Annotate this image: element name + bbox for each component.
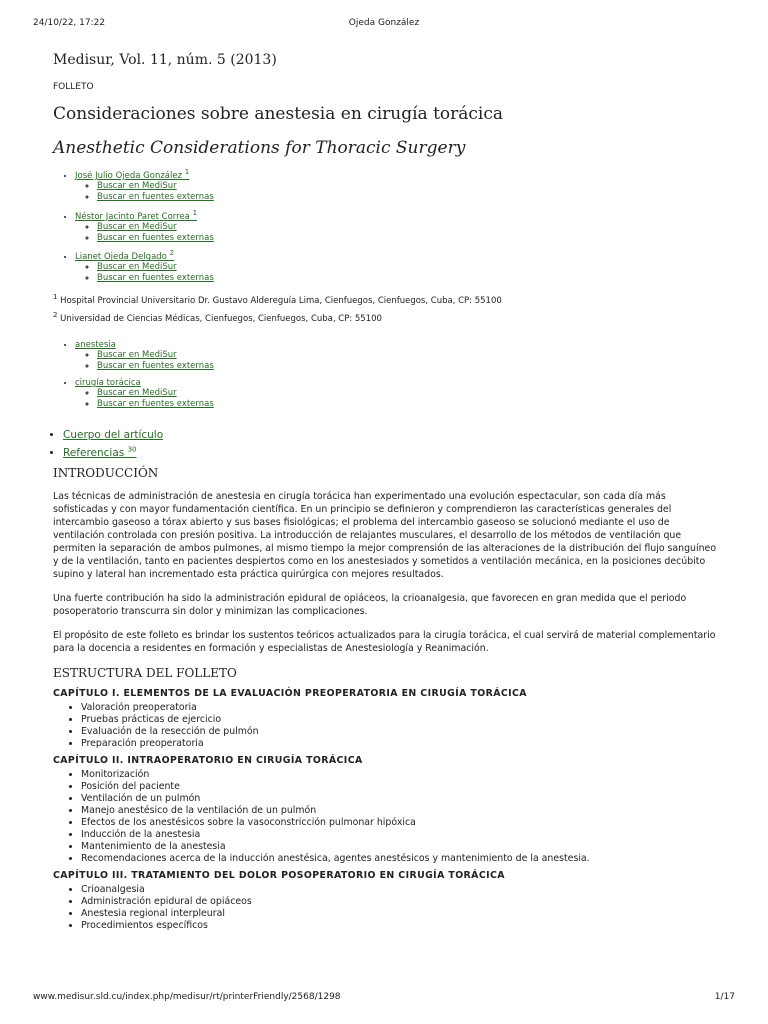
list-item: • Anestesia regional interpleural <box>81 908 723 920</box>
search-external-link[interactable]: Buscar en fuentes externas <box>97 361 214 372</box>
search-medisur-link[interactable]: Buscar en MediSur <box>97 350 177 361</box>
list-item: • Posición del paciente <box>81 781 723 793</box>
list-item: • Valoración preoperatoria <box>81 702 723 714</box>
print-datetime: 24/10/22, 17:22 <box>33 18 106 28</box>
search-external-link[interactable]: Buscar en fuentes externas <box>97 232 214 243</box>
author-item <box>75 250 723 285</box>
list-item: • Mantenimiento de la anestesia <box>81 841 723 853</box>
list-item: • Administración epidural de opiáceos <box>81 896 723 908</box>
intro-heading: INTRODUCCIÓN <box>53 465 159 480</box>
structure-heading: ESTRUCTURA DEL FOLLETO <box>53 665 237 680</box>
list-item: • Pruebas prácticas de ejercicio <box>81 714 723 726</box>
author-list <box>53 168 723 284</box>
list-item: • Procedimientos específicos <box>81 920 723 932</box>
affiliations <box>53 290 723 326</box>
search-medisur-link[interactable]: Buscar en MediSur <box>97 221 177 232</box>
list-item: • Crioanalgesia <box>81 884 723 896</box>
affiliation-item: $^1$ Hospital Provincial Universitario Dr. Gustavo Aldereguía Lima, Cienfuegos, Cienfuegos, Cuba, CP: 55100 <box>53 293 502 307</box>
print-title: Ojeda González <box>348 18 420 28</box>
author-link[interactable]: José Julio Ojeda González $^1$ <box>75 168 190 181</box>
keyword-list <box>53 340 723 410</box>
keyword-link[interactable]: cirugía torácica <box>75 378 141 389</box>
list-item: • Evaluación de la resección de pulmón <box>81 726 723 738</box>
list-item: • Ventilación de un pulmón <box>81 793 723 805</box>
author-item <box>75 209 723 244</box>
keyword-link[interactable]: anestesia <box>75 340 116 351</box>
chapter-title: CAPÍTULO I. ELEMENTOS DE LA EVALUACIÓN PREOPERATORIA EN CIRUGÍA TORÁCICA <box>53 687 527 699</box>
author-link[interactable]: Néstor Jacinto Paret Correa $^1$ <box>75 208 198 222</box>
keyword-item <box>75 340 723 372</box>
list-item: • Preparación preoperatoria <box>81 738 723 750</box>
print-url: www.medisur.sld.cu/index.php/medisur/rt/printerFriendly/2568/1298 <box>33 992 341 1002</box>
search-medisur-link[interactable]: Buscar en MediSur <box>97 388 177 399</box>
table-of-contents <box>53 428 723 460</box>
article-title-es: Consideraciones sobre anestesia en cirugía torácica <box>53 104 504 124</box>
search-medisur-link[interactable]: Buscar en MediSur <box>97 180 177 191</box>
chapter-items <box>53 702 723 750</box>
keyword-item <box>75 378 723 410</box>
search-external-link[interactable]: Buscar en fuentes externas <box>97 399 214 410</box>
paragraph: Una fuerte contribución ha sido la administración epidural de opiáceos, la crioanalgesia, que favorecen en gran medida que el periodo posoperatorio transcurra sin dolor y minimizan las complicaciones. <box>53 592 687 617</box>
search-external-link[interactable]: Buscar en fuentes externas <box>97 273 214 284</box>
list-item: • Monitorización <box>81 769 723 781</box>
search-medisur-link[interactable]: Buscar en MediSur <box>97 262 177 273</box>
article-title-en: Anesthetic Considerations for Thoracic Surgery <box>53 138 466 158</box>
toc-body-link[interactable]: Cuerpo del artículo <box>63 429 164 442</box>
journal-citation: Medisur, Vol. 11, núm. 5 (2013) <box>53 52 277 68</box>
chapter-title: CAPÍTULO III. TRATAMIENTO DEL DOLOR POSOPERATORIO EN CIRUGÍA TORÁCICA <box>53 869 505 881</box>
affiliation-item: $^2$ Universidad de Ciencias Médicas, Cienfuegos, Cienfuegos, Cuba, CP: 55100 <box>53 311 382 325</box>
list-item: • Efectos de los anestésicos sobre la vasoconstricción pulmonar hipóxica <box>81 817 723 829</box>
list-item: • Manejo anestésico de la ventilación de un pulmón <box>81 805 723 817</box>
page-number: 1/17 <box>714 992 735 1002</box>
paragraph: Las técnicas de administración de anestesia en cirugía torácica han experimentado una evolución espectacular, son cada día más sofisticadas y con mayor fundamentación científica. En un principio se definieron y comprendieron las características generales del intercambio gaseoso a tórax abierto y sus bases fisiológicas; el problema del intercambio gaseoso se solucionó mediante el uso de ventilación controlada con presión positiva. La introducción de relajantes musculares, el desarrollo de los métodos de ventilación que permiten la separación de ambos pulmones, al mismo tiempo la mejor comprensión de las alteraciones de la distribución del flujo sanguíneo y de la ventilación, tanto en pacientes despiertos como en los anestesiados y sometidos a ventilación mecánica, en la posiciones decúbito supino y lateral han incrementado esta práctica quirúrgica con mejores resultados. <box>53 490 717 580</box>
search-external-link[interactable]: Buscar en fuentes externas <box>97 191 214 202</box>
toc-references-link[interactable]: Referencias $^{30}$ <box>63 445 137 459</box>
chapter-items <box>53 769 723 865</box>
paragraph: El propósito de este folleto es brindar los sustentos teóricos actualizados para la cirugía torácica, el cual servirá de material complementario para la docencia a residentes en formación y especialistas de Anestesiología y Reanimación. <box>53 629 716 654</box>
author-link[interactable]: Lianet Ojeda Delgado $^2$ <box>75 249 175 263</box>
article-page <box>53 52 723 937</box>
list-item: • Recomendaciones acerca de la inducción anestésica, agentes anestésicos y mantenimiento de la anestesia. <box>81 853 723 865</box>
chapter-title: CAPÍTULO II. INTRAOPERATORIO EN CIRUGÍA TORÁCICA <box>53 754 363 766</box>
list-item: • Inducción de la anestesia <box>81 829 723 841</box>
author-item <box>75 168 723 203</box>
chapter-items <box>53 884 723 932</box>
doc-type-label: FOLLETO <box>53 82 94 92</box>
